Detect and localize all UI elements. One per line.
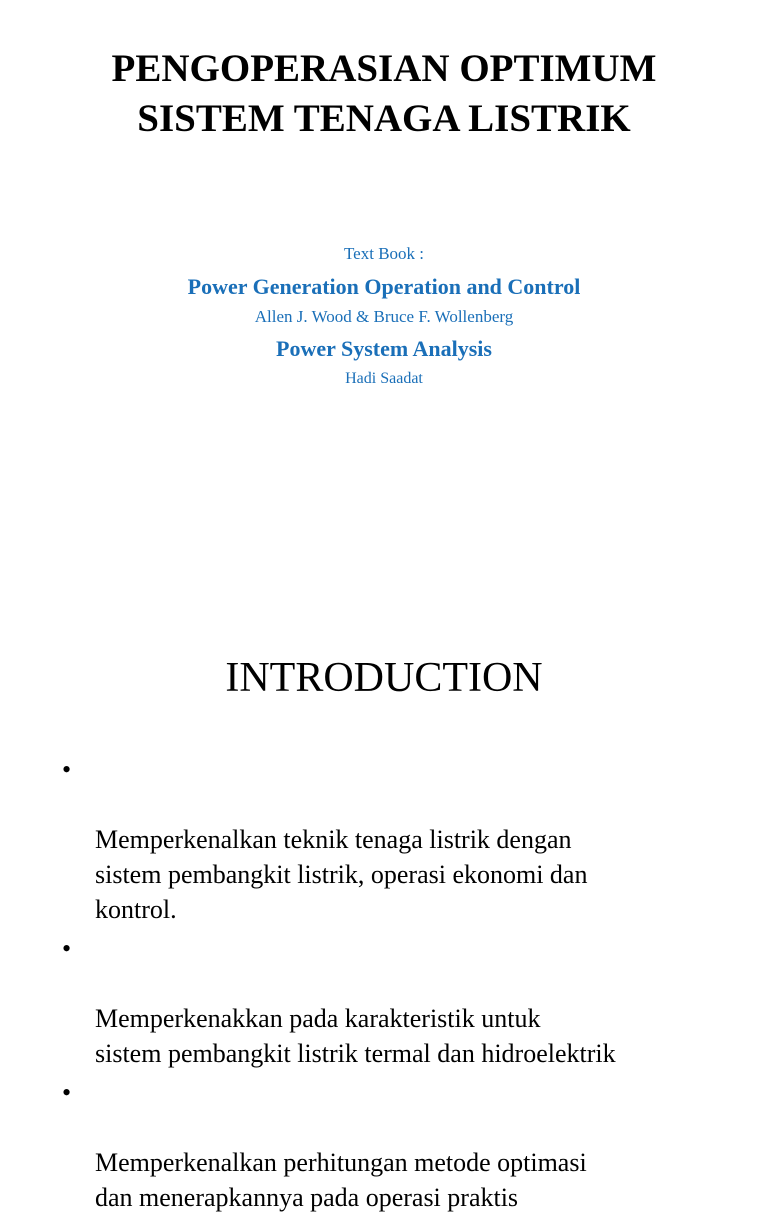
introduction-bullet-list — [0, 752, 768, 1219]
bullet-icon: • — [62, 934, 72, 963]
bullet-text-2: Memperkenakkan pada karakteristik untuk sistem pembangkit listrik termal dan hidroelektrik — [95, 1004, 616, 1068]
bullet-text-3: Memperkenalkan perhitungan metode optimasi dan menerapkannya pada operasi praktis — [95, 1148, 587, 1212]
book-author-1: Allen J. Wood & Bruce F. Wollenberg — [254, 307, 514, 326]
slide-title — [0, 44, 768, 144]
slide-title-line-1: PENGOPERASIAN OPTIMUM — [111, 47, 657, 90]
list-item — [0, 752, 768, 927]
list-item — [0, 931, 768, 1071]
slide-title-line-2: SISTEM TENAGA LISTRIK — [137, 97, 631, 140]
title-slide — [0, 0, 768, 512]
book-title-2: Power System Analysis — [276, 336, 492, 361]
introduction-heading: INTRODUCTION — [225, 655, 543, 701]
textbook-references — [0, 243, 768, 390]
list-item — [0, 1075, 768, 1215]
book-author-2: Hadi Saadat — [345, 370, 423, 387]
bullet-icon: • — [62, 755, 72, 784]
book-title-1: Power Generation Operation and Control — [187, 274, 581, 299]
bullet-text-1: Memperkenalkan teknik tenaga listrik dengan sistem pembangkit listrik, operasi ekonomi dan kontrol. — [95, 825, 588, 924]
bullet-icon: • — [62, 1078, 72, 1107]
textbook-label: Text Book : — [343, 244, 425, 263]
introduction-slide — [0, 512, 768, 1212]
